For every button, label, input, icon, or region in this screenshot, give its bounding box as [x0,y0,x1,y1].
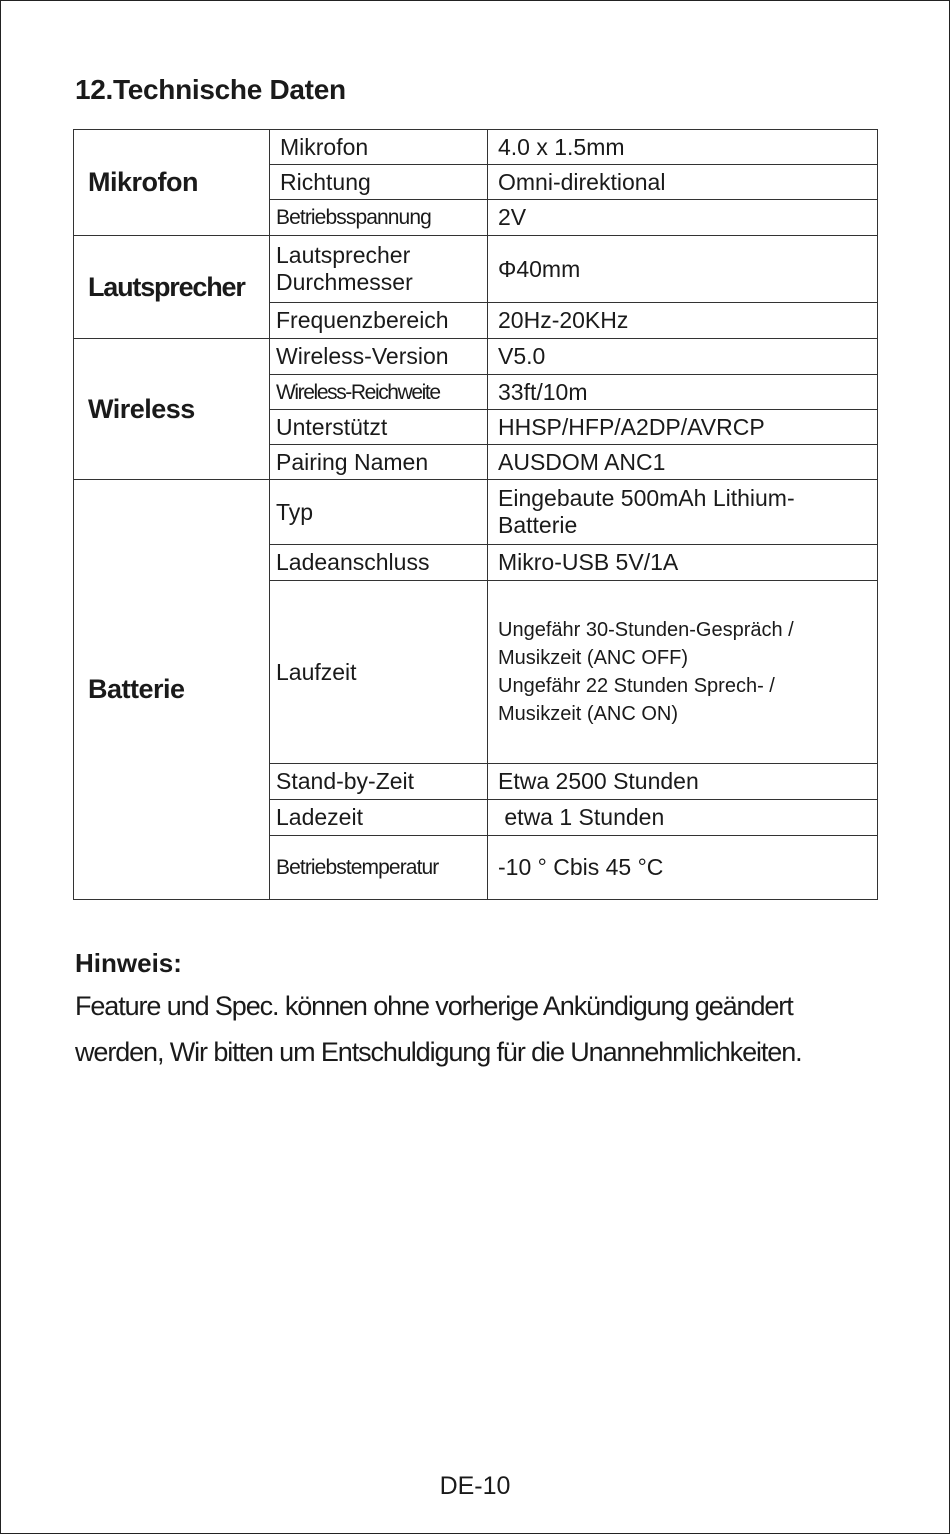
spec-value: Φ40mm [488,236,878,303]
spec-label: Unterstützt [270,410,488,445]
spec-value: etwa 1 Stunden [488,800,878,836]
spec-value: AUSDOM ANC1 [488,445,878,480]
spec-label-line: Durchmesser [276,269,413,295]
spec-label: Stand-by-Zeit [270,764,488,800]
note-line: Feature und Spec. können ohne vorherige Ankündigung geändert [75,991,793,1021]
spec-value: HHSP/HFP/A2DP/AVRCP [488,410,878,445]
table-row [74,236,878,303]
spec-label: Betriebstemperatur [270,836,488,900]
spec-value: Omni-direktional [488,165,878,200]
spec-value-line: Ungefähr 30-Stunden-Gespräch / [498,619,794,641]
spec-label: Frequenzbereich [270,303,488,339]
group-wireless: Wireless [74,339,270,480]
spec-label: Laufzeit [270,581,488,764]
table-row [74,480,878,545]
spec-value [488,480,878,545]
spec-value-line: Musikzeit (ANC OFF) [498,647,688,669]
spec-label-line: Lautsprecher [276,242,411,268]
spec-value-line: Batterie [498,512,578,538]
spec-value: Mikro-USB 5V/1A [488,545,878,581]
spec-value: Etwa 2500 Stunden [488,764,878,800]
table-row [74,339,878,375]
page-number: DE-10 [439,1472,511,1500]
spec-value: 33ft/10m [488,375,878,410]
spec-label: Pairing Namen [270,445,488,480]
spec-label: Mikrofon [270,130,488,165]
spec-value: V5.0 [488,339,878,375]
group-lautsprecher: Lautsprecher [74,236,270,339]
spec-value: 4.0 x 1.5mm [488,130,878,165]
spec-label: Wireless-Version [270,339,488,375]
spec-value-line: Ungefähr 22 Stunden Sprech- / [498,675,775,697]
table-row [74,130,878,165]
note-line: werden, Wir bitten um Entschuldigung für die Unannehmlichkeiten. [75,1037,802,1067]
spec-value: 2V [488,200,878,236]
spec-label: Wireless-Reichweite [270,375,488,410]
spec-label: Ladeanschluss [270,545,488,581]
note-text [75,983,895,1075]
group-mikrofon: Mikrofon [74,130,270,236]
spec-value: -10 ° Cbis 45 °C [488,836,878,900]
spec-label: Betriebsspannung [270,200,488,236]
spec-value-line: Eingebaute 500mAh Lithium- [498,485,795,511]
spec-value [488,581,878,764]
spec-label: Typ [270,480,488,545]
spec-label: Ladezeit [270,800,488,836]
spec-value: 20Hz-20KHz [488,303,878,339]
spec-label [270,236,488,303]
spec-label: Richtung [270,165,488,200]
spec-value-line: Musikzeit (ANC ON) [498,703,679,725]
spec-table [73,129,878,900]
note-title: Hinweis: [75,948,182,978]
section-title: 12.Technische Daten [75,74,346,105]
group-batterie: Batterie [74,480,270,900]
